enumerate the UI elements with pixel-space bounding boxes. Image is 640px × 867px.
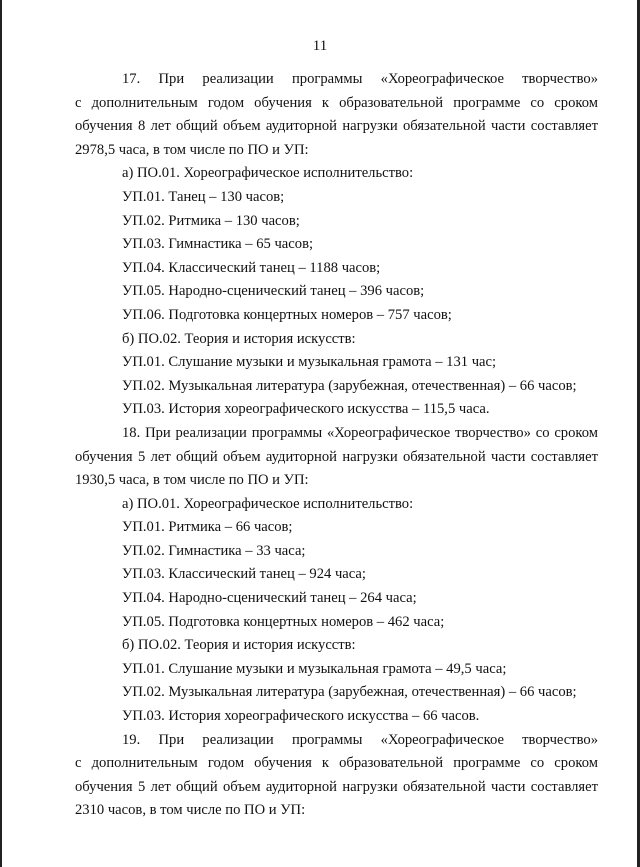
paragraph-p18-up04: [75, 587, 598, 611]
paragraph-p18: [75, 422, 598, 493]
paragraph-p17-up03: [75, 233, 598, 257]
paragraph-p17: [75, 68, 598, 162]
paragraph-p17-up02: [75, 210, 598, 234]
text-line: УП.01. Ритмика – 66 часов;: [122, 519, 293, 536]
page-number: 11: [312, 38, 328, 54]
text-line: 19. При реализации программы «Хореографическое творчество»: [122, 731, 598, 748]
text-line: 1930,5 часа, в том числе по ПО и УП:: [75, 472, 309, 489]
text-line: 17. При реализации программы «Хореографическое творчество»: [122, 71, 598, 87]
paragraph-p17-up06: [75, 304, 598, 328]
paragraph-p17b-up01: [75, 351, 598, 375]
text-line: 2978,5 часа, в том числе по ПО и УП:: [75, 141, 309, 158]
text-line: обучения 5 лет общий объем аудиторной нагрузки обязательной части составляет: [75, 778, 598, 795]
paragraph-p18b-up01: [75, 658, 598, 682]
text-line: УП.03. Классический танец – 924 часа;: [122, 566, 366, 583]
text-line: УП.02. Музыкальная литература (зарубежная, отечественная) – 66 часов;: [122, 684, 577, 701]
text-line: УП.02. Музыкальная литература (зарубежная, отечественная) – 66 часов;: [122, 377, 577, 394]
paragraph-p17-up01: [75, 186, 598, 210]
paragraph-p18-up03: [75, 563, 598, 587]
text-line: УП.04. Классический танец – 1188 часов;: [122, 259, 381, 276]
document-body: [75, 68, 598, 823]
paragraph-p17-up04: [75, 257, 598, 281]
paragraph-p17b: [75, 328, 598, 352]
paragraph-p18-up05: [75, 611, 598, 635]
paragraph-p18-up01: [75, 516, 598, 540]
text-line: б) ПО.02. Теория и история искусств:: [122, 637, 356, 654]
paragraph-p18b-up02: [75, 681, 598, 705]
text-line: с дополнительным годом обучения к образовательной программе со сроком: [75, 755, 598, 772]
text-line: УП.02. Гимнастика – 33 часа;: [122, 542, 306, 559]
text-line: УП.01. Слушание музыки и музыкальная грамота – 49,5 часа;: [122, 660, 507, 677]
text-line: УП.04. Народно-сценический танец – 264 часа;: [122, 590, 417, 607]
text-line: а) ПО.01. Хореографическое исполнительство:: [122, 165, 414, 182]
text-line: УП.05. Подготовка концертных номеров – 462 часа;: [122, 613, 445, 630]
text-line: обучения 5 лет общий объем аудиторной нагрузки обязательной части составляет: [75, 448, 598, 465]
paragraph-p18b: [75, 634, 598, 658]
text-line: УП.05. Народно-сценический танец – 396 часов;: [122, 283, 425, 300]
page-edge-left: [0, 0, 2, 867]
paragraph-p19: [75, 729, 598, 823]
paragraph-p18b-up03: [75, 705, 598, 729]
text-line: УП.06. Подготовка концертных номеров – 757 часов;: [122, 306, 452, 323]
text-line: 2310 часов, в том числе по ПО и УП:: [75, 802, 306, 819]
paragraph-p17a: [75, 162, 598, 186]
text-line: 18. При реализации программы «Хореографическое творчество» со сроком: [122, 424, 598, 441]
paragraph-p17b-up03: [75, 398, 598, 422]
text-line: УП.03. Гимнастика – 65 часов;: [122, 236, 314, 253]
paragraph-p18-up02: [75, 540, 598, 564]
text-line: УП.01. Танец – 130 часов;: [122, 188, 285, 205]
text-line: УП.02. Ритмика – 130 часов;: [122, 212, 300, 229]
text-line: с дополнительным годом обучения к образовательной программе со сроком: [75, 94, 598, 111]
paragraph-p18a: [75, 493, 598, 517]
paragraph-p17-up05: [75, 280, 598, 304]
text-line: б) ПО.02. Теория и история искусств:: [122, 330, 356, 347]
text-line: УП.03. История хореографического искусства – 66 часов.: [122, 708, 480, 725]
text-line: обучения 8 лет общий объем аудиторной нагрузки обязательной части составляет: [75, 118, 598, 135]
text-line: УП.01. Слушание музыки и музыкальная грамота – 131 час;: [122, 354, 497, 371]
paragraph-p17b-up02: [75, 375, 598, 399]
text-line: а) ПО.01. Хореографическое исполнительство:: [122, 495, 414, 512]
text-line: УП.03. История хореографического искусства – 115,5 часа.: [122, 401, 490, 418]
